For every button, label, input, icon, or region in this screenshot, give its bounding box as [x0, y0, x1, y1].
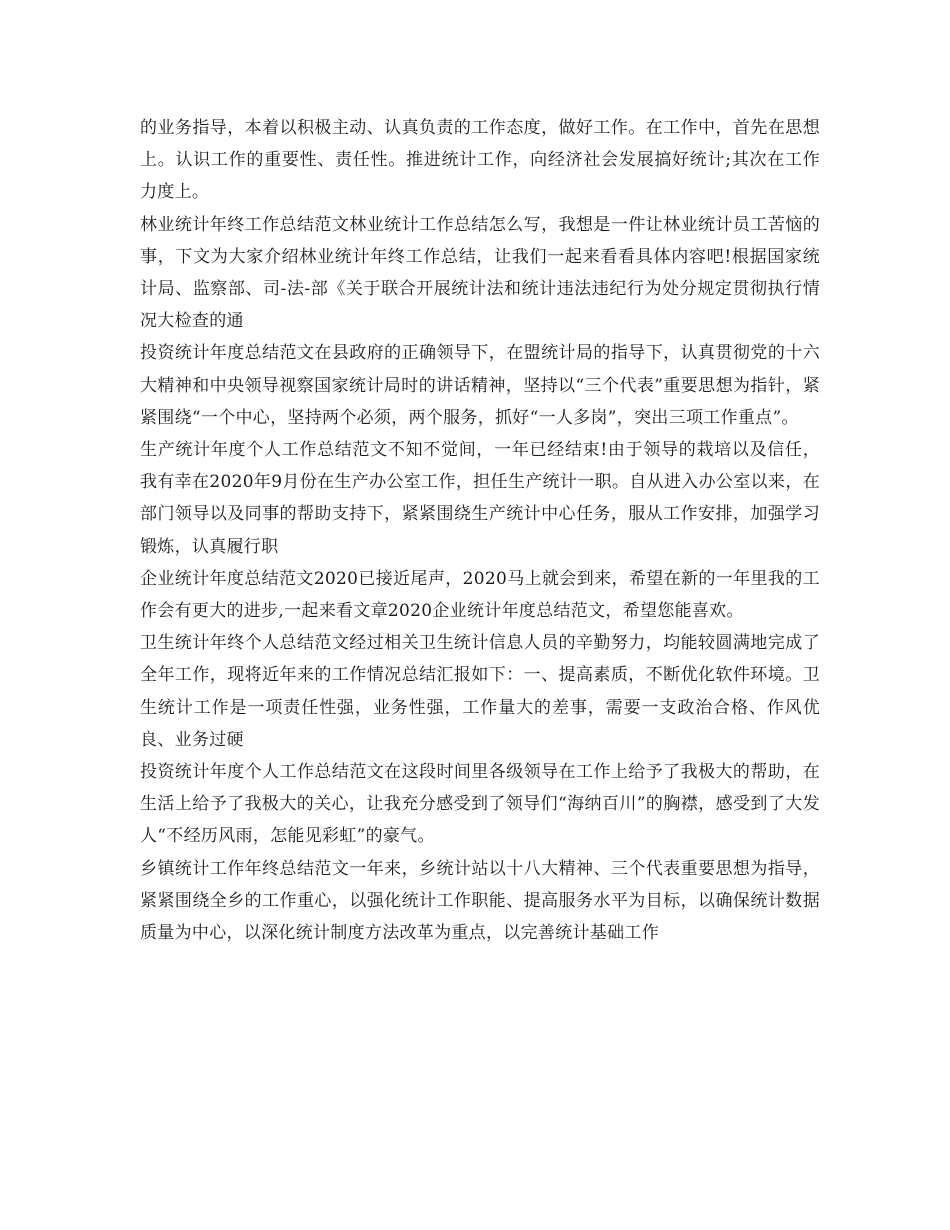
- paragraph-1: 的业务指导，本着以积极主动、认真负责的工作态度，做好工作。在工作中，首先在思想上。认识工作的重要性、责任性。推进统计工作，向经济社会发展搞好统计;其次在工作力度上。: [140, 118, 820, 203]
- paragraph-4: 生产统计年度个人工作总结范文不知不觉间，一年已经结束!由于领导的栽培以及信任，我有幸在2020年9月份在生产办公室工作，担任生产统计一职。自从进入办公室以来，在部门领导以及同事的帮助支持下，紧紧围绕生产统计中心任务，服从工作安排，加强学习锻炼，认真履行职: [140, 440, 820, 557]
- paragraph-3: 投资统计年度总结范文在县政府的正确领导下，在盟统计局的指导下，认真贯彻党的十六大精神和中央领导视察国家统计局时的讲话精神，坚持以“三个代表”重要思想为指针，紧紧围绕“一个中心，坚持两个必须，两个服务，抓好“一人多岗”，突出三项工作重点”。: [140, 343, 820, 428]
- paragraph-8: 乡镇统计工作年终总结范文一年来，乡统计站以十八大精神、三个代表重要思想为指导，紧紧围绕全乡的工作重心，以强化统计工作职能、提高服务水平为目标，以确保统计数据质量为中心，以深化统计制度方法改革为重点，以完善统计基础工作: [140, 858, 820, 944]
- paragraph-6: 卫生统计年终个人总结范文经过相关卫生统计信息人员的辛勤努力，均能较圆满地完成了全年工作，现将近年来的工作情况总结汇报如下：一、提高素质，不断优化软件环境。卫生统计工作是一项责任性强，业务性强，工作量大的差事，需要一支政治合格、作风优良、业务过硬: [140, 633, 820, 750]
- paragraph-2: 林业统计年终工作总结范文林业统计工作总结怎么写，我想是一件让林业统计员工苦恼的事，下文为大家介绍林业统计年终工作总结，让我们一起来看看具体内容吧!根据国家统计局、监察部、司-法-部《关于联合开展统计法和统计违法违纪行为处分规定贯彻执行情况大检查的通: [140, 214, 820, 332]
- document-body: [140, 112, 820, 949]
- paragraph-5: 企业统计年度总结范文2020已接近尾声，2020马上就会到来，希望在新的一年里我的工作会有更大的进步,一起来看文章2020企业统计年度总结范文，希望您能喜欢。: [140, 568, 820, 622]
- paragraph-7: 投资统计年度个人工作总结范文在这段时间里各级领导在工作上给予了我极大的帮助，在生活上给予了我极大的关心，让我充分感受到了领导们“海纳百川”的胸襟，感受到了大发人“不经历风雨，怎能见彩虹”的豪气。: [140, 762, 820, 847]
